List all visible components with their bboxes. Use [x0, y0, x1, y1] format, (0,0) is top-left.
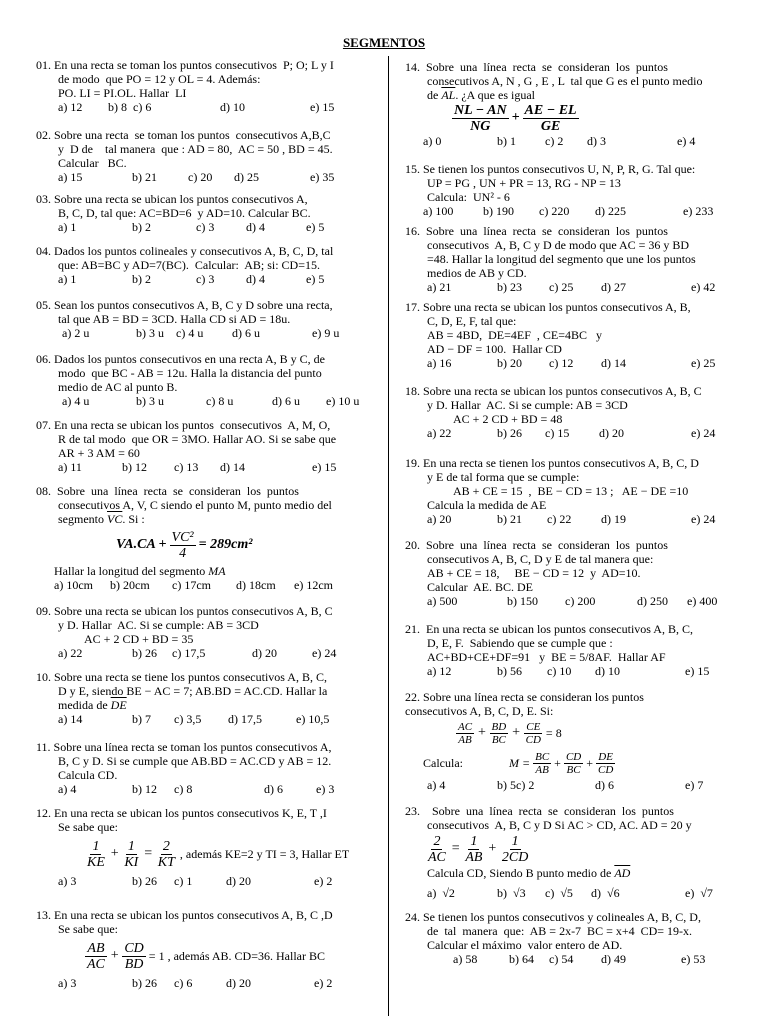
answer-options — [36, 326, 384, 340]
option: e) 24 — [691, 426, 716, 440]
option: c) 54 — [549, 952, 574, 966]
problem-text: 13. En una recta se ubican los puntos consecutivos A, B, C ,D — [36, 908, 333, 922]
option: b) 8 c) 6 — [108, 100, 152, 114]
option: b) 26 — [132, 874, 157, 888]
problem-text: 09. Sobre una recta se ubican los puntos consecutivos A, B, C — [36, 604, 333, 618]
option: b) 56 — [497, 664, 522, 678]
formula: $\frac{AB}{AC}$ + $\frac{CD}{BD}$ = 1 , además AB. CD=36. Hallar BC — [87, 940, 325, 972]
problem-text: =48. Hallar la longitud del segmento que une los puntos — [427, 252, 696, 266]
problem-text: consecutivos A, B, C y D de modo que AC = 36 y BD — [427, 238, 690, 252]
answer-options — [405, 886, 735, 900]
problem-24 — [405, 910, 735, 966]
segment-symbol: $\overline{VC}$ — [107, 512, 123, 526]
answer-options — [36, 712, 384, 726]
option: e) 2 — [314, 976, 333, 990]
option: e) 233 — [683, 204, 714, 218]
problem-01 — [36, 58, 384, 114]
problem-text: tal que AB = BD = 3CD. Halla CD si AD = 18u. — [58, 312, 291, 326]
option: e) 25 — [691, 356, 716, 370]
option: a) 12 — [58, 100, 83, 114]
problem-text: consecutivos A, B, C, D, E. Si: — [405, 704, 554, 718]
option: d) 250 — [637, 594, 668, 608]
option: a) 0 — [423, 134, 442, 148]
problem-text: 20. Sobre una línea recta se consideran los puntos — [405, 538, 668, 552]
option: e) 4 — [677, 134, 696, 148]
option: c) 220 — [539, 204, 570, 218]
answer-options — [405, 664, 735, 678]
option: a) 20 — [427, 512, 452, 526]
option: d) 49 — [601, 952, 626, 966]
problem-text: consecutivos A, B, C y D Si AC > CD, AC. AD = 20 y — [427, 818, 692, 832]
problem-19 — [405, 456, 735, 526]
option: a) 3 — [58, 874, 77, 888]
option: a) 4 — [427, 778, 446, 792]
option: c) 10 — [547, 664, 572, 678]
option: b) 20 — [497, 356, 522, 370]
answer-options — [405, 778, 735, 792]
option: e) 10 u — [326, 394, 360, 408]
option: e) 5 — [306, 272, 325, 286]
option: d) 20 — [226, 874, 251, 888]
option: b) 3 u — [136, 394, 164, 408]
problem-text: 14. Sobre una línea recta se consideran los puntos — [405, 60, 668, 74]
segment-symbol: $\overline{AL}$ — [441, 88, 456, 102]
answer-options — [36, 272, 384, 286]
option: b) 26 — [132, 976, 157, 990]
option: a) 100 — [423, 204, 454, 218]
option: a) 22 — [58, 646, 83, 660]
segment-symbol: $\overline{AD}$ — [614, 866, 631, 880]
option: b) √3 — [497, 886, 526, 900]
problem-02 — [36, 128, 384, 184]
problem-text: Se sabe que: — [58, 820, 118, 834]
problem-12 — [36, 806, 384, 888]
option: d) 6 — [595, 778, 614, 792]
option: c) 1 — [174, 874, 193, 888]
option: c) 2 — [545, 134, 564, 148]
problem-text: Calcular AE. BC. DE — [427, 580, 533, 594]
option: d) √6 — [591, 886, 620, 900]
answer-options — [36, 976, 384, 990]
option: d) 20 — [252, 646, 277, 660]
option: c) 13 — [174, 460, 199, 474]
option: c) 15 — [545, 426, 570, 440]
problem-11 — [36, 740, 384, 796]
option: b) 12 — [122, 460, 147, 474]
answer-options — [405, 952, 735, 966]
problem-text: B, C y D. Si se cumple que AB.BD = AC.CD y AB = 12. — [58, 754, 332, 768]
problem-14 — [405, 60, 735, 148]
option: c) 22 — [547, 512, 572, 526]
option: d) 6 u — [232, 326, 260, 340]
option: a) 22 — [427, 426, 452, 440]
formula: Calcula: M = $\frac{BC}{AB}$ + $\frac{CD}{BC}$ + $\frac{DE}{CD}$ — [423, 750, 614, 776]
problem-text: AC + 2 CD + BD = 35 — [84, 632, 194, 646]
answer-options — [405, 594, 735, 608]
option: e) 9 u — [312, 326, 340, 340]
problem-03 — [36, 192, 384, 234]
option: c) 4 u — [176, 326, 204, 340]
problem-text: y D. Hallar AC. Si se cumple: AB = 3CD — [427, 398, 628, 412]
option: e) √7 — [685, 886, 713, 900]
problem-text: Hallar la longitud del segmento MA — [54, 564, 226, 578]
option: b) 190 — [483, 204, 514, 218]
option: b) 3 u — [136, 326, 164, 340]
problem-text: PO. LI = PI.OL. Hallar LI — [58, 86, 187, 100]
option: c) 17cm — [172, 578, 211, 592]
option: a) 15 — [58, 170, 83, 184]
option: c) 8 u — [206, 394, 234, 408]
option: e) 15 — [685, 664, 710, 678]
option: b) 64 — [509, 952, 534, 966]
answer-options — [36, 578, 384, 592]
page-title: SEGMENTOS — [342, 35, 426, 50]
problem-text: y E de tal forma que se cumple: — [427, 470, 580, 484]
problem-text: consecutivos A, N , G , E , L tal que G es el punto medio — [427, 74, 703, 88]
formula: $\frac{1}{KE}$ + $\frac{1}{KI}$ = $\frac{2}{KT}$ , además KE=2 y TI = 3, Hallar ET — [87, 838, 350, 870]
problem-text: 23. Sobre una línea recta se consideran los puntos — [405, 804, 674, 818]
answer-options — [36, 100, 384, 114]
option: c) 3 — [196, 220, 215, 234]
option: e) 15 — [312, 460, 337, 474]
problem-text: de tal manera que: AB = 2x-7 BC = x+4 CD= 19-x. — [427, 924, 693, 938]
option: a) 21 — [427, 280, 452, 294]
problem-text: UP = PG , UN + PR = 13, RG - NP = 13 — [427, 176, 621, 190]
answer-options — [36, 220, 384, 234]
problem-text: C, D, E, F, tal que: — [427, 314, 517, 328]
problem-22 — [405, 690, 735, 792]
problem-text: AD − DF = 100. Hallar CD — [427, 342, 562, 356]
option: d) 225 — [595, 204, 626, 218]
problem-text: consecutivos A, B, C, D y E de tal manera que: — [427, 552, 654, 566]
option: a) 1 — [58, 272, 77, 286]
option: e) 15 — [310, 100, 335, 114]
problem-text: Calcula CD. — [58, 768, 118, 782]
formula: $\frac{NL - AN}{NG}$ + $\frac{AE - EL}{GE}$ — [454, 102, 577, 134]
option: c) 8 — [174, 782, 193, 796]
problem-text: AC + 2 CD + BD = 48 — [453, 412, 563, 426]
problem-text: 22. Sobre una línea recta se consideran los puntos — [405, 690, 644, 704]
option: d) 20 — [599, 426, 624, 440]
answer-options — [36, 460, 384, 474]
problem-text: de modo que PO = 12 y OL = 4. Además: — [58, 72, 261, 86]
problem-text: AB + CE = 15 , BE − CD = 13 ; AE − DE =10 — [453, 484, 689, 498]
option: d) 6 u — [272, 394, 300, 408]
answer-options — [36, 170, 384, 184]
option: c) 3 — [196, 272, 215, 286]
answer-options — [36, 874, 384, 888]
problem-04 — [36, 244, 384, 286]
column-divider — [388, 56, 389, 1016]
option: a) √2 — [427, 886, 455, 900]
problem-10 — [36, 670, 384, 726]
problem-text: B, C, D, tal que: AC=BD=6 y AD=10. Calcular BC. — [58, 206, 311, 220]
problem-13 — [36, 908, 384, 990]
problem-text: 04. Dados los puntos colineales y consecutivos A, B, C, D, tal — [36, 244, 334, 258]
option: e) 53 — [681, 952, 706, 966]
option: a) 500 — [427, 594, 458, 608]
option: c) 17,5 — [172, 646, 206, 660]
option: c) 25 — [549, 280, 574, 294]
option: b) 2 — [132, 272, 151, 286]
option: b) 26 — [497, 426, 522, 440]
problem-text: 15. Se tienen los puntos consecutivos U, N, P, R, G. Tal que: — [405, 162, 696, 176]
option: b) 150 — [507, 594, 538, 608]
option: e) 10,5 — [296, 712, 330, 726]
option: a) 12 — [427, 664, 452, 678]
option: c) √5 — [545, 886, 573, 900]
option: d) 14 — [601, 356, 626, 370]
option: b) 21 — [132, 170, 157, 184]
problem-text: 07. En una recta se ubican los puntos consecutivos A, M, O, — [36, 418, 331, 432]
problem-text: 05. Sean los puntos consecutivos A, B, C y D sobre una recta, — [36, 298, 333, 312]
problem-text: modo que BC - AB = 12u. Halla la distancia del punto — [58, 366, 322, 380]
option: d) 14 — [220, 460, 245, 474]
option: d) 3 — [587, 134, 606, 148]
option: d) 6 — [264, 782, 283, 796]
problem-text: R de tal modo que OR = 3MO. Hallar AO. Si se sabe que — [58, 432, 337, 446]
fraction: $\frac{\text{VC²}}{4}$ — [171, 529, 194, 561]
problem-text: 24. Se tienen los puntos consecutivos y colineales A, B, C, D, — [405, 910, 701, 924]
answer-options — [405, 512, 735, 526]
problem-text: y D de tal manera que : AD = 80, AC = 50 , BD = 45. — [58, 142, 333, 156]
option: b) 23 — [497, 280, 522, 294]
problem-08 — [36, 484, 384, 592]
option: a) 11 — [58, 460, 82, 474]
answer-options — [36, 646, 384, 660]
segment-symbol: $\overline{DE}$ — [110, 698, 127, 712]
option: e) 12cm — [294, 578, 333, 592]
problem-text: 08. Sobre una línea recta se consideran los puntos — [36, 484, 299, 498]
problem-text: D y E, siendo BE − AC = 7; AB.BD = AC.CD. Hallar la — [58, 684, 328, 698]
problem-text: y D. Hallar AC. Si se cumple: AB = 3CD — [58, 618, 259, 632]
option: d) 25 — [234, 170, 259, 184]
problem-text: 12. En una recta se ubican los puntos consecutivos K, E, T ,I — [36, 806, 327, 820]
formula: $\frac{2}{AC}$ = $\frac{1}{AB}$ + $\frac{1}{2CD}$ — [428, 833, 529, 865]
problem-text: segmento $\overline{VC}$. Si : — [58, 512, 145, 526]
option: e) 24 — [312, 646, 337, 660]
problem-15 — [405, 162, 735, 218]
option: d) 10 — [220, 100, 245, 114]
option: b) 21 — [497, 512, 522, 526]
option: a) 4 — [58, 782, 77, 796]
option: c) 20 — [188, 170, 213, 184]
problem-text: AB = 4BD, DE=4EF , CE=4BC y — [427, 328, 602, 342]
option: b) 2 — [132, 220, 151, 234]
problem-text: AR + 3 AM = 60 — [58, 446, 140, 460]
option: a) 14 — [58, 712, 83, 726]
problem-text: medio de AC al punto B. — [58, 380, 178, 394]
option: a) 10cm — [54, 578, 93, 592]
option: e) 2 — [314, 874, 333, 888]
option: d) 4 — [246, 272, 265, 286]
option: e) 7 — [685, 778, 704, 792]
problem-text: 03. Sobre una recta se ubican los puntos consecutivos A, — [36, 192, 308, 206]
problem-text: 21. En una recta se ubican los puntos consecutivos A, B, C, — [405, 622, 693, 636]
option: b) 7 — [132, 712, 151, 726]
problem-text: 11. Sobre una línea recta se toman los puntos consecutivos A, — [36, 740, 332, 754]
option: a) 2 u — [62, 326, 90, 340]
option: a) 3 — [58, 976, 77, 990]
option: d) 10 — [595, 664, 620, 678]
problem-text: Se sabe que: — [58, 922, 118, 936]
problem-09 — [36, 604, 384, 660]
option: b) 26 — [132, 646, 157, 660]
problem-text: que: AB=BC y AD=7(BC). Calcular: AB; si: CD=15. — [58, 258, 320, 272]
option: a) 58 — [453, 952, 478, 966]
problem-text: D, E, F. Sabiendo que se cumple que : — [427, 636, 613, 650]
option: d) 19 — [601, 512, 626, 526]
problem-text: 10. Sobre una recta se tiene los puntos consecutivos A, B, C, — [36, 670, 327, 684]
problem-text: 02. Sobre una recta se toman los puntos consecutivos A,B,C — [36, 128, 331, 142]
formula: $\frac{AC}{AB}$ + $\frac{BD}{BC}$ + $\frac{CE}{CD}$ = 8 — [458, 720, 562, 746]
problem-05 — [36, 298, 384, 340]
problem-text: 01. En una recta se toman los puntos consecutivos P; O; L y I — [36, 58, 334, 72]
problem-07 — [36, 418, 384, 474]
problem-23 — [405, 804, 735, 900]
problem-21 — [405, 622, 735, 678]
problem-text: medida de $\overline{DE}$ — [58, 698, 127, 712]
option: d) 17,5 — [228, 712, 262, 726]
problem-text: AB + CE = 18, BE − CD = 12 y AD=10. — [427, 566, 641, 580]
problem-16 — [405, 224, 735, 294]
problem-text: 19. En una recta se tienen los puntos consecutivos A, B, C, D — [405, 456, 699, 470]
answer-options — [36, 394, 384, 408]
option: c) 200 — [565, 594, 596, 608]
answer-options — [36, 782, 384, 796]
problem-text: Calcula CD, Siendo B punto medio de $\overline{AD}$ — [427, 866, 631, 880]
option: b) 20cm — [110, 578, 150, 592]
problem-text: de $\overline{AL}$. ¿A que es igual — [427, 88, 535, 102]
option: e) 5 — [306, 220, 325, 234]
problem-text: Calcula la medida de AE — [427, 498, 547, 512]
option: d) 27 — [601, 280, 626, 294]
problem-17 — [405, 300, 735, 370]
option: c) 12 — [549, 356, 574, 370]
problem-text: Calcula: UN² - 6 — [427, 190, 510, 204]
problem-06 — [36, 352, 384, 408]
answer-options — [405, 134, 735, 148]
problem-text: 18. Sobre una recta se ubican los puntos consecutivos A, B, C — [405, 384, 702, 398]
problem-text: consecutivos A, V, C siendo el punto M, punto medio del — [58, 498, 332, 512]
problem-text: 16. Sobre una línea recta se consideran los puntos — [405, 224, 668, 238]
option: a) 4 u — [62, 394, 90, 408]
problem-20 — [405, 538, 735, 608]
problem-18 — [405, 384, 735, 440]
option: c) 3,5 — [174, 712, 202, 726]
option: d) 20 — [226, 976, 251, 990]
answer-options — [405, 280, 735, 294]
formula: VA.CA + $\frac{\text{VC²}}{4}$ = 289cm² — [116, 529, 253, 561]
problem-text: medios de AB y CD. — [427, 266, 527, 280]
problem-text: 06. Dados los puntos consecutivos en una recta A, B y C, de — [36, 352, 325, 366]
option: a) 1 — [58, 220, 77, 234]
answer-options — [405, 426, 735, 440]
option: d) 4 — [246, 220, 265, 234]
option: e) 400 — [687, 594, 718, 608]
option: e) 42 — [691, 280, 716, 294]
option: a) 16 — [427, 356, 452, 370]
option: e) 24 — [691, 512, 716, 526]
option: b) 1 — [497, 134, 516, 148]
answer-options — [405, 204, 735, 218]
option: b) 12 — [132, 782, 157, 796]
option: e) 3 — [316, 782, 335, 796]
option: c) 6 — [174, 976, 193, 990]
option: b) 5c) 2 — [497, 778, 535, 792]
problem-text: AC+BD+CE+DF=91 y BE = 5/8AF. Hallar AF — [427, 650, 666, 664]
problem-text: Calcular el máximo valor entero de AD. — [427, 938, 623, 952]
problem-text: Calcular BC. — [58, 156, 127, 170]
answer-options — [405, 356, 735, 370]
option: e) 35 — [310, 170, 335, 184]
option: d) 18cm — [236, 578, 276, 592]
problem-text: 17. Sobre una recta se ubican los puntos consecutivos A, B, — [405, 300, 691, 314]
